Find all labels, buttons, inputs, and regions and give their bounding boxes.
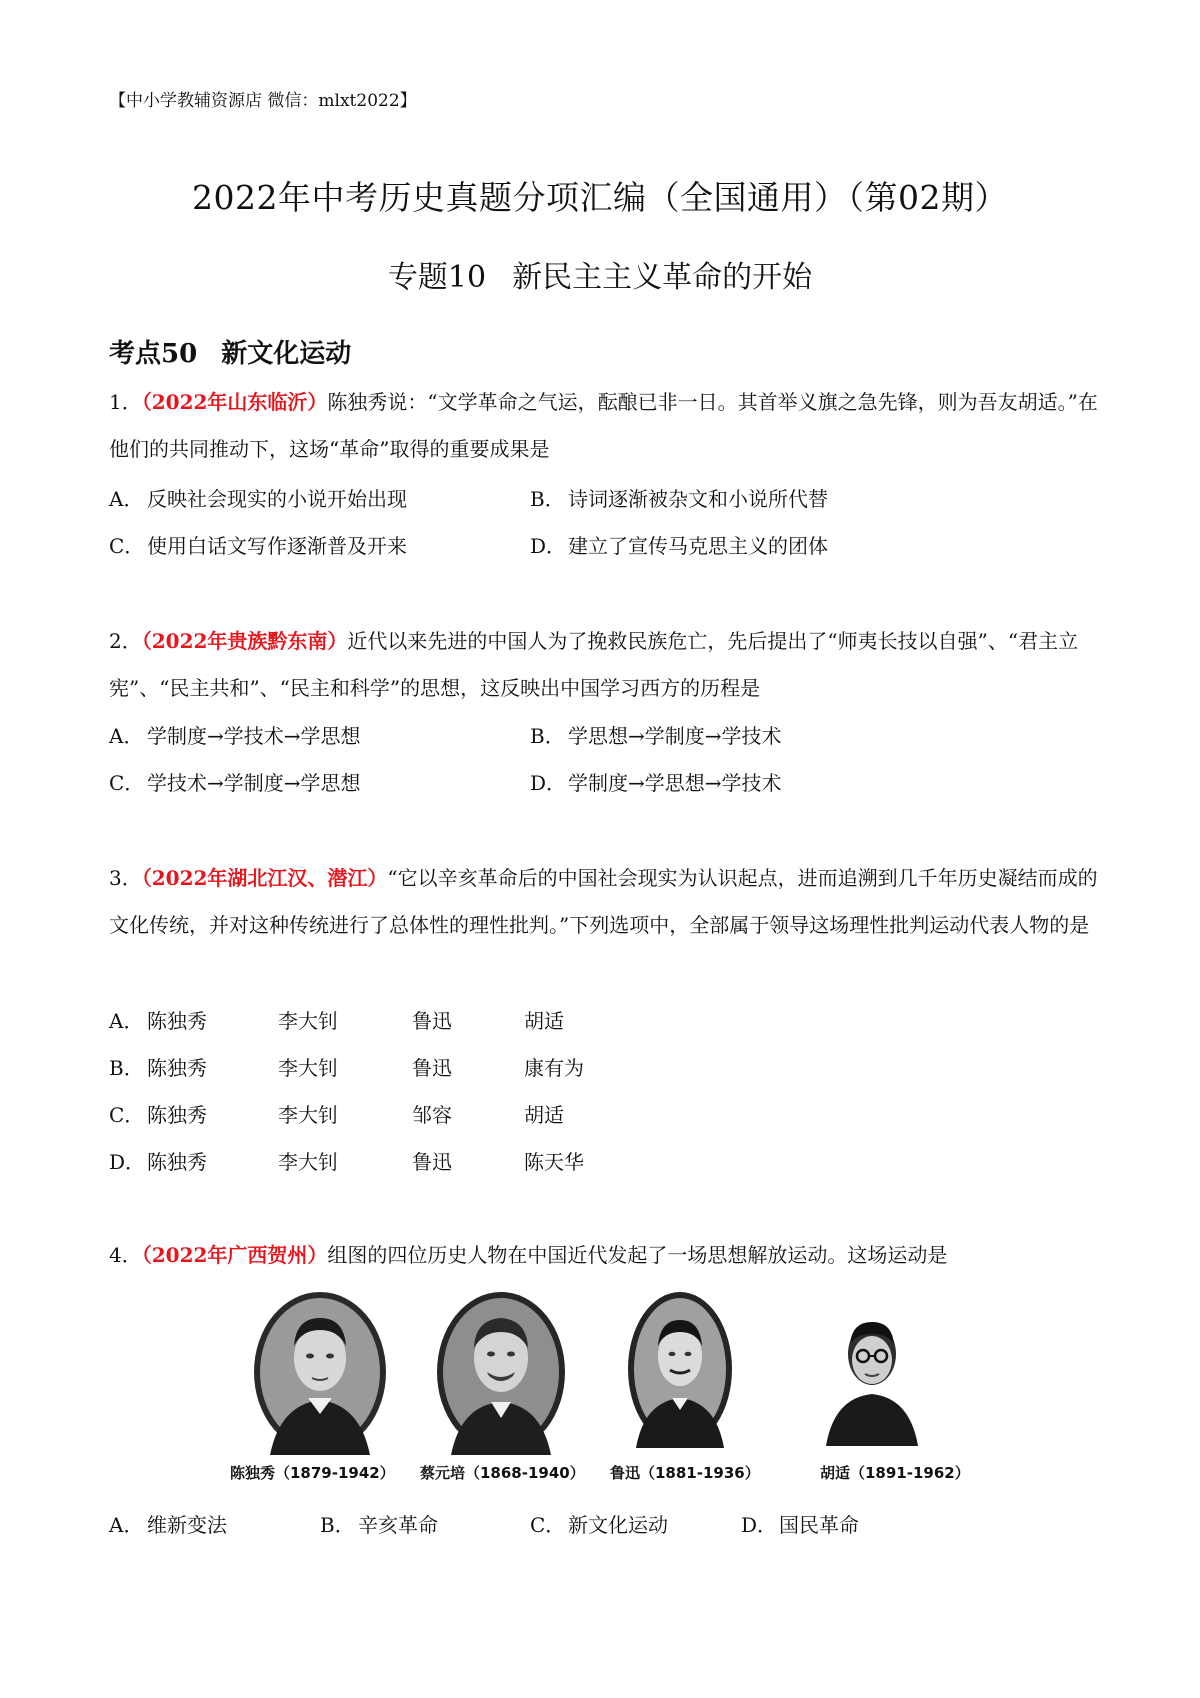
option-label: D． (530, 534, 567, 558)
option-d[interactable] (530, 760, 782, 807)
option-text: 诗词逐渐被杂文和小说所代替 (568, 487, 828, 511)
option-label: B． (530, 487, 565, 511)
option-d[interactable] (530, 523, 828, 570)
option-b[interactable] (530, 713, 782, 760)
person-name: 陈独秀 (147, 1009, 207, 1033)
question-stem: 陈独秀说：“文学革命之气运，酝酿已非一日。其首举义旗之急先锋，则为吾友胡适。”在他们的共同推动下，这场“革命”取得的重要成果是 (109, 390, 1098, 461)
section-label: 考点50 (109, 339, 198, 369)
option-label: A． (109, 1513, 144, 1537)
option-label: C． (109, 534, 145, 558)
option-label: B． (320, 1513, 355, 1537)
option-label: A． (109, 724, 144, 748)
person-name: 鲁迅 (412, 1150, 452, 1174)
option-label: C． (109, 1103, 145, 1127)
portrait-group (230, 1290, 990, 1480)
option-text: 学思想→学制度→学技术 (568, 724, 782, 748)
option-text: 辛亥革命 (358, 1513, 438, 1537)
question-source: （2022年湖北江汉、潜江） (141, 866, 388, 890)
question-stem: “它以辛亥革命后的中国社会现实为认识起点，进而追溯到几千年历史凝结而成的文化传统，并对这种传统进行了总体性的理性批判。”下列选项中，全部属于领导这场理性批判运动代表人物的是 (109, 866, 1098, 937)
option-text: 学制度→学技术→学思想 (147, 724, 361, 748)
option-a[interactable] (109, 713, 361, 760)
option-b[interactable] (530, 476, 828, 523)
person-name: 胡适 (524, 1103, 564, 1127)
person-name: 李大钊 (278, 1009, 338, 1033)
option-a[interactable] (109, 476, 407, 523)
option-b[interactable] (320, 1502, 438, 1549)
header-note: 【中小学教辅资源店 微信：mlxt2022】 (109, 91, 417, 111)
option-d[interactable] (741, 1502, 859, 1549)
person-name: 陈独秀 (147, 1056, 207, 1080)
portrait-image (250, 1290, 390, 1455)
option-text: 新文化运动 (568, 1513, 668, 1537)
person-name: 李大钊 (278, 1150, 338, 1174)
option-a[interactable] (109, 1502, 227, 1549)
question-source: （2022年贵族黔东南） (141, 629, 348, 653)
person-name: 李大钊 (278, 1056, 338, 1080)
option-label: A． (109, 1009, 144, 1033)
option-c[interactable] (530, 1502, 668, 1549)
option-label: B． (530, 724, 565, 748)
section-name: 新文化运动 (221, 339, 352, 369)
option-label: D． (741, 1513, 778, 1537)
question-stem: 组图的四位历史人物在中国近代发起了一场思想解放运动。这场运动是 (327, 1243, 948, 1267)
person-name: 鲁迅 (412, 1009, 452, 1033)
option-c[interactable] (109, 760, 361, 807)
option-text: 使用白话文写作逐渐普及开来 (147, 534, 407, 558)
person-name: 邹容 (412, 1103, 452, 1127)
option-label: D． (530, 771, 567, 795)
option-text: 反映社会现实的小说开始出现 (147, 487, 407, 511)
option-text: 建立了宣传马克思主义的团体 (568, 534, 828, 558)
question-number: 3． (109, 866, 142, 890)
option-label: C． (109, 771, 145, 795)
question-source: （2022年山东临沂） (141, 390, 328, 414)
question-4 (109, 1232, 1099, 1279)
option-label: C． (530, 1513, 566, 1537)
question-1 (109, 379, 1099, 473)
person-name: 李大钊 (278, 1103, 338, 1127)
portrait-image (818, 1298, 926, 1446)
person-name: 陈独秀 (147, 1103, 207, 1127)
portrait-caption: 胡适（1891-1962） (820, 1464, 970, 1482)
portrait-caption: 鲁迅（1881-1936） (610, 1464, 760, 1482)
document-subtitle (0, 252, 1200, 296)
question-stem: 近代以来先进的中国人为了挽救民族危亡，先后提出了“师夷长技以自强”、“君主立宪”、“民主共和”、“民主和科学”的思想，这反映出中国学习西方的历程是 (109, 629, 1079, 700)
option-label: B． (109, 1056, 144, 1080)
portrait-image (433, 1290, 569, 1455)
person-name: 鲁迅 (412, 1056, 452, 1080)
person-name: 胡适 (524, 1009, 564, 1033)
option-label: D． (109, 1150, 146, 1174)
option-c[interactable] (109, 523, 407, 570)
person-name: 陈独秀 (147, 1150, 207, 1174)
question-source: （2022年广西贺州） (141, 1243, 328, 1267)
person-name: 康有为 (524, 1056, 584, 1080)
person-name: 陈天华 (524, 1150, 584, 1174)
section-heading (109, 333, 351, 370)
document-title: 2022年中考历史真题分项汇编（全国通用）（第02期） (192, 178, 1008, 217)
option-label: A． (109, 487, 144, 511)
option-text: 学制度→学思想→学技术 (568, 771, 782, 795)
option-text: 国民革命 (779, 1513, 859, 1537)
option-text: 维新变法 (147, 1513, 227, 1537)
question-3 (109, 855, 1099, 949)
portrait-caption: 蔡元培（1868-1940） (420, 1464, 585, 1482)
topic-number: 专题10 (387, 260, 487, 295)
question-number: 2． (109, 629, 142, 653)
option-text: 学技术→学制度→学思想 (147, 771, 361, 795)
portrait-image (626, 1290, 734, 1448)
topic-name: 新民主主义革命的开始 (512, 260, 813, 295)
portrait-caption: 陈独秀（1879-1942） (230, 1464, 395, 1482)
question-number: 1． (109, 390, 142, 414)
question-number: 4． (109, 1243, 142, 1267)
question-2 (109, 618, 1099, 712)
